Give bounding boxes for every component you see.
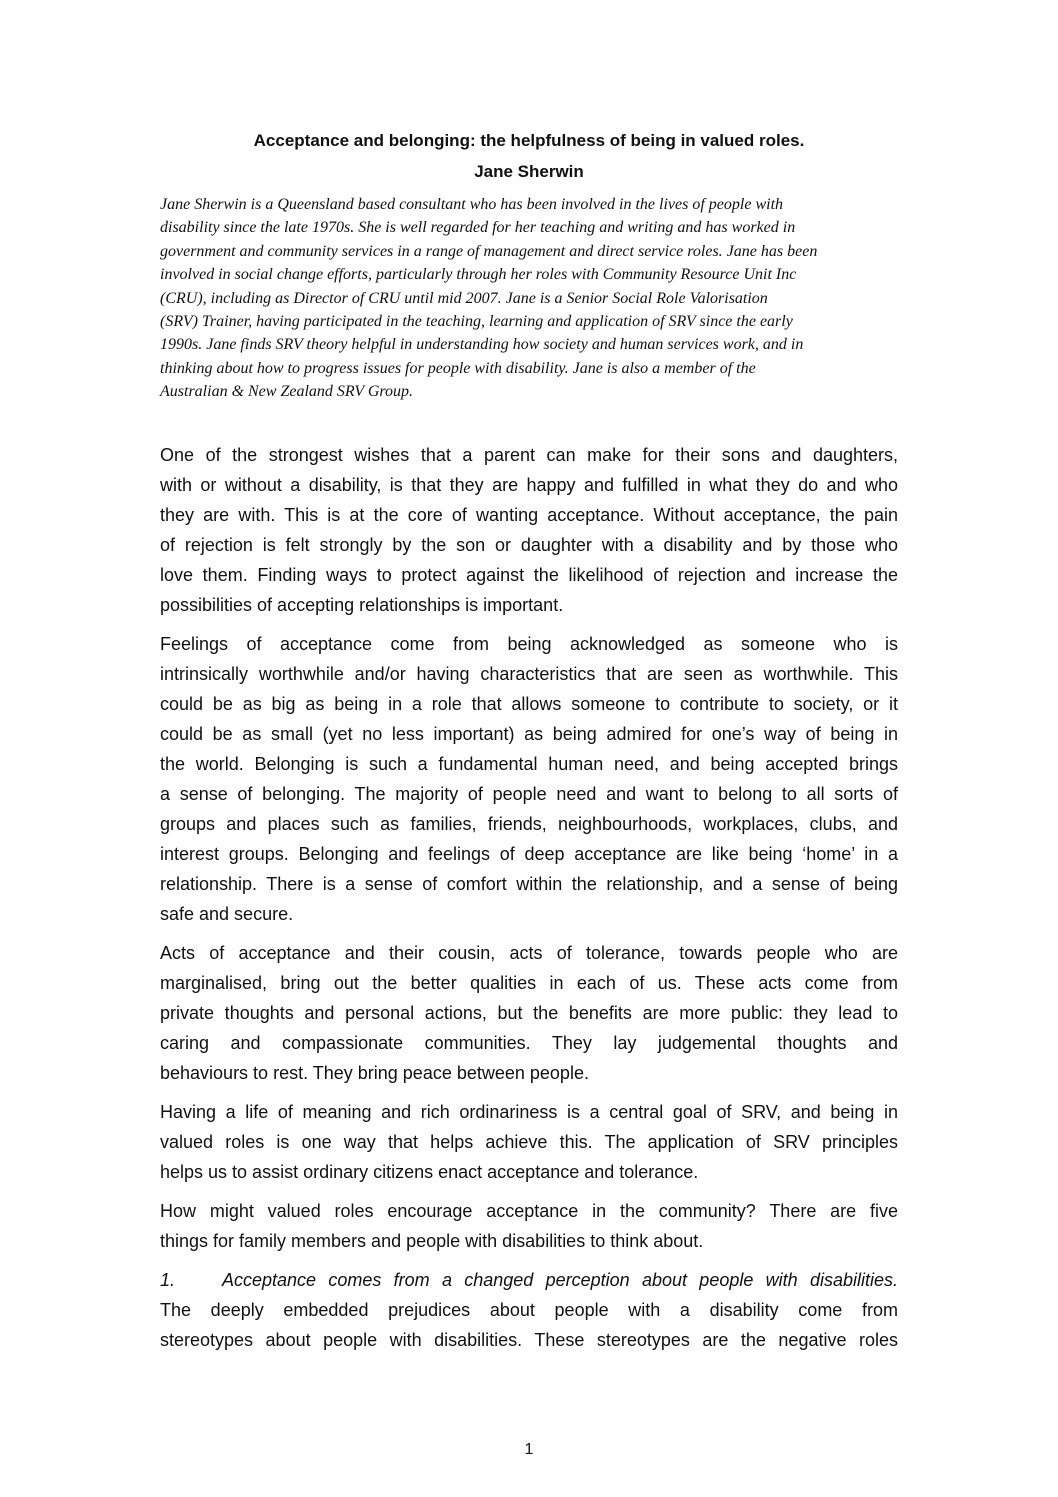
- point-heading: Acceptance comes from a changed perception about people with disabilities.: [222, 1270, 898, 1290]
- text-line: things for family members and people with disabilities to think about.: [160, 1231, 704, 1251]
- text-line: valued roles is one way that helps achieve this. The application of SRV principles: [160, 1132, 898, 1152]
- paragraph: [160, 1097, 898, 1187]
- paragraph: [160, 1196, 898, 1256]
- text-line: caring and compassionate communities. They lay judgemental thoughts and: [160, 1033, 898, 1053]
- text-line: the world. Belonging is such a fundamental human need, and being accepted brings: [160, 754, 898, 774]
- text-line: groups and places such as families, friends, neighbourhoods, workplaces, clubs, and: [160, 814, 898, 834]
- text-line: could be as big as being in a role that allows someone to contribute to society, or it: [160, 694, 898, 714]
- numbered-point: [160, 1265, 898, 1355]
- document-title: Acceptance and belonging: the helpfulness of being in valued roles.: [253, 131, 805, 150]
- paragraph: [160, 440, 898, 620]
- article-body: [160, 440, 898, 1364]
- point-number: 1.: [160, 1270, 176, 1290]
- text-line: possibilities of accepting relationships is important.: [160, 595, 564, 615]
- bio-line: involved in social change efforts, particularly through her roles with Community Resource Unit Inc: [160, 266, 797, 284]
- text-line: Acts of acceptance and their cousin, acts of tolerance, towards people who are: [160, 943, 898, 963]
- text-line: they are with. This is at the core of wanting acceptance. Without acceptance, the pain: [160, 505, 898, 525]
- text-line: How might valued roles encourage acceptance in the community? There are five: [160, 1201, 898, 1221]
- text-line: love them. Finding ways to protect against the likelihood of rejection and increase the: [160, 565, 898, 585]
- text-line: Feelings of acceptance come from being acknowledged as someone who is: [160, 634, 898, 654]
- paragraph: [160, 629, 898, 929]
- text-line: a sense of belonging. The majority of people need and want to belong to all sorts of: [160, 784, 898, 804]
- text-line: behaviours to rest. They bring peace between people.: [160, 1063, 589, 1083]
- paragraph: [160, 938, 898, 1088]
- text-line: marginalised, bring out the better qualities in each of us. These acts come from: [160, 973, 898, 993]
- bio-line: government and community services in a range of management and direct service roles. Jane has been: [160, 242, 818, 260]
- numbered-point-heading-line: [160, 1265, 898, 1295]
- text-line: stereotypes about people with disabilities. These stereotypes are the negative roles: [160, 1330, 898, 1350]
- text-line: helps us to assist ordinary citizens enact acceptance and tolerance.: [160, 1162, 699, 1182]
- text-line: of rejection is felt strongly by the son or daughter with a disability and by those who: [160, 535, 898, 555]
- bio-line: Australian & New Zealand SRV Group.: [160, 383, 414, 401]
- text-line: One of the strongest wishes that a parent can make for their sons and daughters,: [160, 445, 898, 465]
- bio-line: Jane Sherwin is a Queensland based consultant who has been involved in the lives of people with: [160, 196, 784, 213]
- author-name: Jane Sherwin: [474, 162, 584, 181]
- text-line: private thoughts and personal actions, but the benefits are more public: they lead to: [160, 1003, 898, 1023]
- text-line: safe and secure.: [160, 904, 294, 924]
- bio-line: thinking about how to progress issues for people with disability. Jane is also a member of the: [160, 359, 756, 377]
- bio-line: disability since the late 1970s. She is well regarded for her teaching and writing and has worked in: [160, 219, 796, 237]
- text-line: The deeply embedded prejudices about people with a disability come from: [160, 1300, 898, 1320]
- page-number: 1: [524, 1441, 534, 1458]
- text-line: relationship. There is a sense of comfort within the relationship, and a sense of being: [160, 874, 898, 894]
- text-line: with or without a disability, is that they are happy and fulfilled in what they do and who: [160, 475, 898, 495]
- text-line: could be as small (yet no less important) as being admired for one’s way of being in: [160, 724, 898, 744]
- text-line: intrinsically worthwhile and/or having characteristics that are seen as worthwhile. This: [160, 664, 898, 684]
- bio-line: (CRU), including as Director of CRU until mid 2007. Jane is a Senior Social Role Valorisation: [160, 289, 768, 307]
- text-line: interest groups. Belonging and feelings of deep acceptance are like being ‘home’ in a: [160, 844, 898, 864]
- author-bio: [160, 193, 900, 404]
- bio-line: (SRV) Trainer, having participated in the teaching, learning and application of SRV since the early: [160, 312, 793, 330]
- bio-line: 1990s. Jane finds SRV theory helpful in understanding how society and human services work, and in: [160, 336, 804, 354]
- text-line: Having a life of meaning and rich ordinariness is a central goal of SRV, and being in: [160, 1102, 898, 1122]
